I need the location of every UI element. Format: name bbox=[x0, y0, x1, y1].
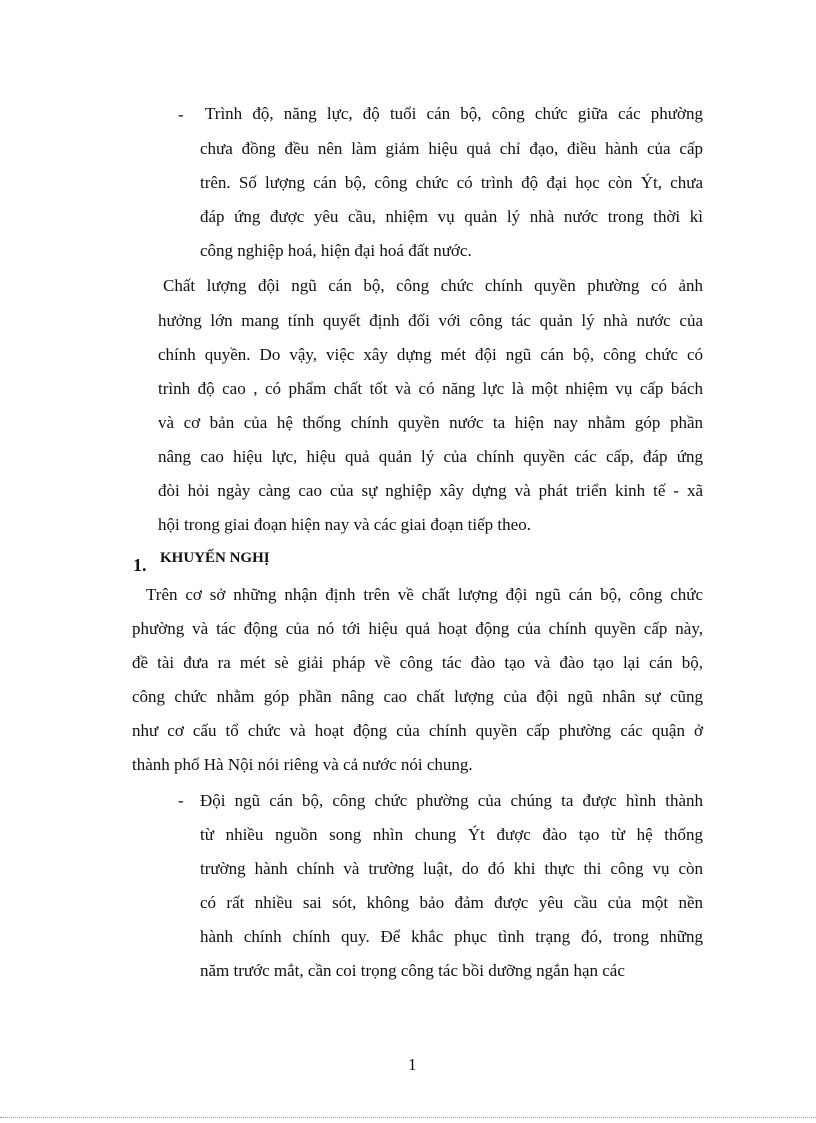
paragraph1-line: đòi hỏi ngày càng cao của sự nghiệp xây dựng và phát triển kinh tế - xã bbox=[158, 481, 703, 500]
heading-number: 1. bbox=[133, 555, 147, 575]
bullet2-line: Đội ngũ cán bộ, công chức phường của chúng ta được hình thành bbox=[200, 791, 703, 810]
bullet2-line: từ nhiều nguồn song nhìn chung Ýt được đào tạo từ hệ thống bbox=[200, 825, 703, 844]
bullet1-line: công nghiệp hoá, hiện đại hoá đất nước. bbox=[200, 241, 472, 260]
paragraph1-line: hưởng lớn mang tính quyết định đối với công tác quản lý nhà nước của bbox=[158, 311, 703, 330]
paragraph1-line: hội trong giai đoạn hiện nay và các giai đoạn tiếp theo. bbox=[158, 515, 531, 534]
bullet1-line: đáp ứng được yêu cầu, nhiệm vụ quản lý nhà nước trong thời kì bbox=[200, 207, 703, 226]
bullet2-line: trường hành chính và trường luật, do đó khi thực thi công vụ còn bbox=[200, 859, 703, 878]
bullet-marker: - bbox=[178, 791, 184, 810]
paragraph1-line: Chất lượng đội ngũ cán bộ, công chức chính quyền phường có ảnh bbox=[163, 276, 703, 295]
paragraph1-line: và cơ bản của hệ thống chính quyền nước ta hiện nay nhằm góp phần bbox=[158, 413, 703, 432]
bullet2-line: có rất nhiều sai sót, không bảo đảm được yêu cầu của một nền bbox=[200, 893, 703, 912]
footer-divider bbox=[0, 1117, 816, 1118]
bullet-marker: - bbox=[178, 105, 184, 124]
bullet1-line: chưa đồng đều nên làm giảm hiệu quả chỉ đạo, điều hành của cấp bbox=[200, 139, 703, 158]
page-number: 1 bbox=[408, 1055, 417, 1074]
paragraph2-line: công chức nhằm góp phần nâng cao chất lượng của đội ngũ nhân sự cũng bbox=[132, 687, 703, 706]
paragraph2-line: đề tài đưa ra mét sè giải pháp về công tác đào tạo và đào tạo lại cán bộ, bbox=[132, 653, 703, 672]
paragraph1-line: nâng cao hiệu lực, hiệu quả quản lý của chính quyền các cấp, đáp ứng bbox=[158, 447, 703, 466]
paragraph2-line: như cơ cấu tổ chức và hoạt động của chính quyền cấp phường các quận ở bbox=[132, 721, 703, 740]
heading-title: KHUYẾN NGHỊ bbox=[160, 550, 270, 566]
paragraph2-line: thành phố Hà Nội nói riêng và cả nước nói chung. bbox=[132, 755, 473, 774]
paragraph2-line: Trên cơ sở những nhận định trên về chất lượng đội ngũ cán bộ, công chức bbox=[146, 585, 703, 604]
bullet1-line: trên. Số lượng cán bộ, công chức có trình độ đại học còn Ýt, chưa bbox=[200, 173, 703, 192]
bullet1-line: Trình độ, năng lực, độ tuổi cán bộ, công chức giữa các phường bbox=[205, 104, 703, 123]
bullet2-line: hành chính chính quy. Để khắc phục tình trạng đó, trong những bbox=[200, 927, 703, 946]
paragraph2-line: phường và tác động của nó tới hiệu quả hoạt động của chính quyền cấp này, bbox=[132, 619, 703, 638]
paragraph1-line: chính quyền. Do vậy, việc xây dựng mét đội ngũ cán bộ, công chức có bbox=[158, 345, 703, 364]
bullet2-line: năm trước mắt, cần coi trọng công tác bồi dưỡng ngắn hạn các bbox=[200, 961, 625, 980]
paragraph1-line: trình độ cao , có phẩm chất tốt và có năng lực là một nhiệm vụ cấp bách bbox=[158, 379, 703, 398]
